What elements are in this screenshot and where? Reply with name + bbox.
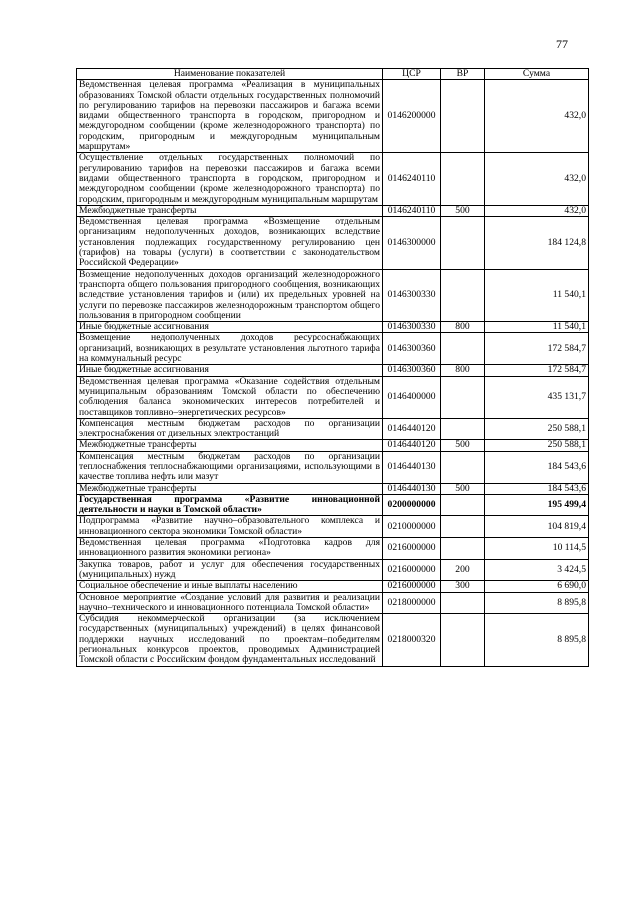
row-name-cell: Компенсация местным бюджетам расходов по организации теплоснабжения теплоснабжающими организациями, использующими в качестве топлива нефть или мазут bbox=[77, 451, 383, 483]
table-row bbox=[77, 80, 589, 153]
row-code-cell: 0210000000 bbox=[383, 516, 441, 538]
row-sum-cell: 10 114,5 bbox=[485, 538, 589, 560]
row-name-cell: Подпрограмма «Развитие научно–образовательного комплекса и инновационного сектора экономики Томской области» bbox=[77, 516, 383, 538]
table-row bbox=[77, 592, 589, 614]
row-vr-cell: 800 bbox=[441, 365, 485, 376]
row-name-cell: Основное мероприятие «Создание условий для развития и реализации научно–технического и инновационного потенциала Томской области» bbox=[77, 592, 383, 614]
row-sum-cell: 195 499,4 bbox=[485, 494, 589, 516]
row-vr-cell: 800 bbox=[441, 322, 485, 333]
row-name-cell: Государственная программа «Развитие инновационной деятельности и науки в Томской области» bbox=[77, 494, 383, 516]
row-code-cell: 0218000320 bbox=[383, 614, 441, 666]
row-code-cell: 0146440130 bbox=[383, 451, 441, 483]
table-row bbox=[77, 418, 589, 440]
page-number: 77 bbox=[556, 37, 568, 51]
row-vr-cell bbox=[441, 217, 485, 269]
row-code-cell: 0146200000 bbox=[383, 80, 441, 153]
row-code-cell: 0218000000 bbox=[383, 592, 441, 614]
table-row bbox=[77, 365, 589, 376]
row-name-cell: Возмещение недополученных доходов ресурсоснабжающих организаций, возникающих в результате установления льготного тарифа на коммунальный ресурс bbox=[77, 333, 383, 365]
row-code-cell: 0146400000 bbox=[383, 376, 441, 418]
row-name-cell: Закупка товаров, работ и услуг для обеспечения государственных (муниципальных) нужд bbox=[77, 559, 383, 581]
row-sum-cell: 172 584,7 bbox=[485, 333, 589, 365]
row-sum-cell: 8 895,8 bbox=[485, 592, 589, 614]
row-sum-cell: 8 895,8 bbox=[485, 614, 589, 666]
row-name-cell: Ведомственная целевая программа «Подготовка кадров для инновационного развития экономики региона» bbox=[77, 538, 383, 560]
row-name-cell: Ведомственная целевая программа «Возмещение отдельным организациям недополученных доходов, возникающих вследствие установления подлежащих государственному регулированию цен (тарифов) на товары (услуги) в соответствии с законодательством Российской Федерации» bbox=[77, 217, 383, 269]
table-row bbox=[77, 451, 589, 483]
row-sum-cell: 172 584,7 bbox=[485, 365, 589, 376]
row-code-cell: 0146300360 bbox=[383, 365, 441, 376]
row-code-cell: 0146440130 bbox=[383, 483, 441, 494]
row-sum-cell: 11 540,1 bbox=[485, 322, 589, 333]
row-vr-cell bbox=[441, 494, 485, 516]
row-vr-cell: 200 bbox=[441, 559, 485, 581]
row-vr-cell: 300 bbox=[441, 581, 485, 592]
row-vr-cell bbox=[441, 333, 485, 365]
row-code-cell: 0146440120 bbox=[383, 418, 441, 440]
row-code-cell: 0146240110 bbox=[383, 153, 441, 205]
row-name-cell: Межбюджетные трансферты bbox=[77, 205, 383, 216]
row-sum-cell: 184 124,8 bbox=[485, 217, 589, 269]
row-sum-cell: 6 690,0 bbox=[485, 581, 589, 592]
row-vr-cell: 500 bbox=[441, 205, 485, 216]
row-vr-cell bbox=[441, 153, 485, 205]
table-row bbox=[77, 269, 589, 321]
table-row bbox=[77, 153, 589, 205]
table-row bbox=[77, 614, 589, 666]
row-sum-cell: 250 588,1 bbox=[485, 418, 589, 440]
row-code-cell: 0146300360 bbox=[383, 333, 441, 365]
row-code-cell: 0200000000 bbox=[383, 494, 441, 516]
table-row bbox=[77, 440, 589, 451]
row-name-cell: Социальное обеспечение и иные выплаты населению bbox=[77, 581, 383, 592]
row-vr-cell bbox=[441, 376, 485, 418]
row-sum-cell: 250 588,1 bbox=[485, 440, 589, 451]
row-vr-cell bbox=[441, 451, 485, 483]
row-sum-cell: 11 540,1 bbox=[485, 269, 589, 321]
table-row bbox=[77, 376, 589, 418]
header-sum: Сумма bbox=[485, 69, 589, 80]
header-name: Наименование показателей bbox=[77, 69, 383, 80]
table-row bbox=[77, 322, 589, 333]
row-sum-cell: 432,0 bbox=[485, 205, 589, 216]
row-vr-cell bbox=[441, 516, 485, 538]
row-name-cell: Межбюджетные трансферты bbox=[77, 483, 383, 494]
table-row bbox=[77, 483, 589, 494]
row-vr-cell bbox=[441, 80, 485, 153]
row-code-cell: 0216000000 bbox=[383, 581, 441, 592]
row-name-cell: Иные бюджетные ассигнования bbox=[77, 365, 383, 376]
row-sum-cell: 432,0 bbox=[485, 80, 589, 153]
row-name-cell: Возмещение недополученных доходов организаций железнодорожного транспорта общего пользования пригородного сообщения, возникающих вследствие установления тарифов и (или) их предельных уровней на услуги по перевозке пассажиров железнодорожным транспортом общего пользования в пригородном сообщении bbox=[77, 269, 383, 321]
budget-table bbox=[76, 68, 589, 667]
row-vr-cell bbox=[441, 614, 485, 666]
row-name-cell: Ведомственная целевая программа «Реализация в муниципальных образованиях Томской области отдельных государственных полномочий по регулированию тарифов на перевозки пассажиров и багажа всеми видами общественного транспорта в городском, пригородном и междугородном сообщении (кроме железнодорожного транспорта) по городским, пригородным и междугородным муниципальным маршрутам» bbox=[77, 80, 383, 153]
row-code-cell: 0146300330 bbox=[383, 322, 441, 333]
row-sum-cell: 432,0 bbox=[485, 153, 589, 205]
row-name-cell: Осуществление отдельных государственных полномочий по регулированию тарифов на перевозки пассажиров и багажа всеми видами общественного транспорта в городском, пригородном и междугородном сообщении (кроме железнодорожного транспорта) по городским, пригородным и междугородным муниципальным маршрутам bbox=[77, 153, 383, 205]
table-row bbox=[77, 333, 589, 365]
table-row bbox=[77, 205, 589, 216]
row-sum-cell: 104 819,4 bbox=[485, 516, 589, 538]
row-sum-cell: 435 131,7 bbox=[485, 376, 589, 418]
row-sum-cell: 3 424,5 bbox=[485, 559, 589, 581]
row-vr-cell bbox=[441, 418, 485, 440]
table-row bbox=[77, 516, 589, 538]
row-vr-cell bbox=[441, 269, 485, 321]
row-code-cell: 0216000000 bbox=[383, 559, 441, 581]
row-code-cell: 0146300330 bbox=[383, 269, 441, 321]
row-sum-cell: 184 543,6 bbox=[485, 483, 589, 494]
row-vr-cell: 500 bbox=[441, 440, 485, 451]
row-vr-cell: 500 bbox=[441, 483, 485, 494]
row-name-cell: Иные бюджетные ассигнования bbox=[77, 322, 383, 333]
table-row bbox=[77, 538, 589, 560]
row-code-cell: 0146240110 bbox=[383, 205, 441, 216]
row-name-cell: Компенсация местным бюджетам расходов по организации электроснабжения от дизельных электростанций bbox=[77, 418, 383, 440]
table-row bbox=[77, 559, 589, 581]
table-row bbox=[77, 581, 589, 592]
row-name-cell: Субсидия некоммерческой организации (за исключением государственных (муниципальных) учреждений) в целях финансовой поддержки научных исследований по проектам–победителям региональных конкурсов проектов, проводимых Администрацией Томской области с Российским фондом фундаментальных исследований bbox=[77, 614, 383, 666]
table-header-row bbox=[77, 69, 589, 80]
row-code-cell: 0146440120 bbox=[383, 440, 441, 451]
table-row bbox=[77, 217, 589, 269]
row-code-cell: 0216000000 bbox=[383, 538, 441, 560]
row-vr-cell bbox=[441, 538, 485, 560]
row-name-cell: Межбюджетные трансферты bbox=[77, 440, 383, 451]
table-body bbox=[77, 80, 589, 666]
table-row bbox=[77, 494, 589, 516]
row-vr-cell bbox=[441, 592, 485, 614]
row-name-cell: Ведомственная целевая программа «Оказание содействия отдельным муниципальным образованиям Томской области по обеспечению соблюдения баланса экономических интересов потребителей и поставщиков топливно–энергетических ресурсов» bbox=[77, 376, 383, 418]
header-code: ЦСР bbox=[383, 69, 441, 80]
header-vr: ВР bbox=[441, 69, 485, 80]
row-code-cell: 0146300000 bbox=[383, 217, 441, 269]
row-sum-cell: 184 543,6 bbox=[485, 451, 589, 483]
